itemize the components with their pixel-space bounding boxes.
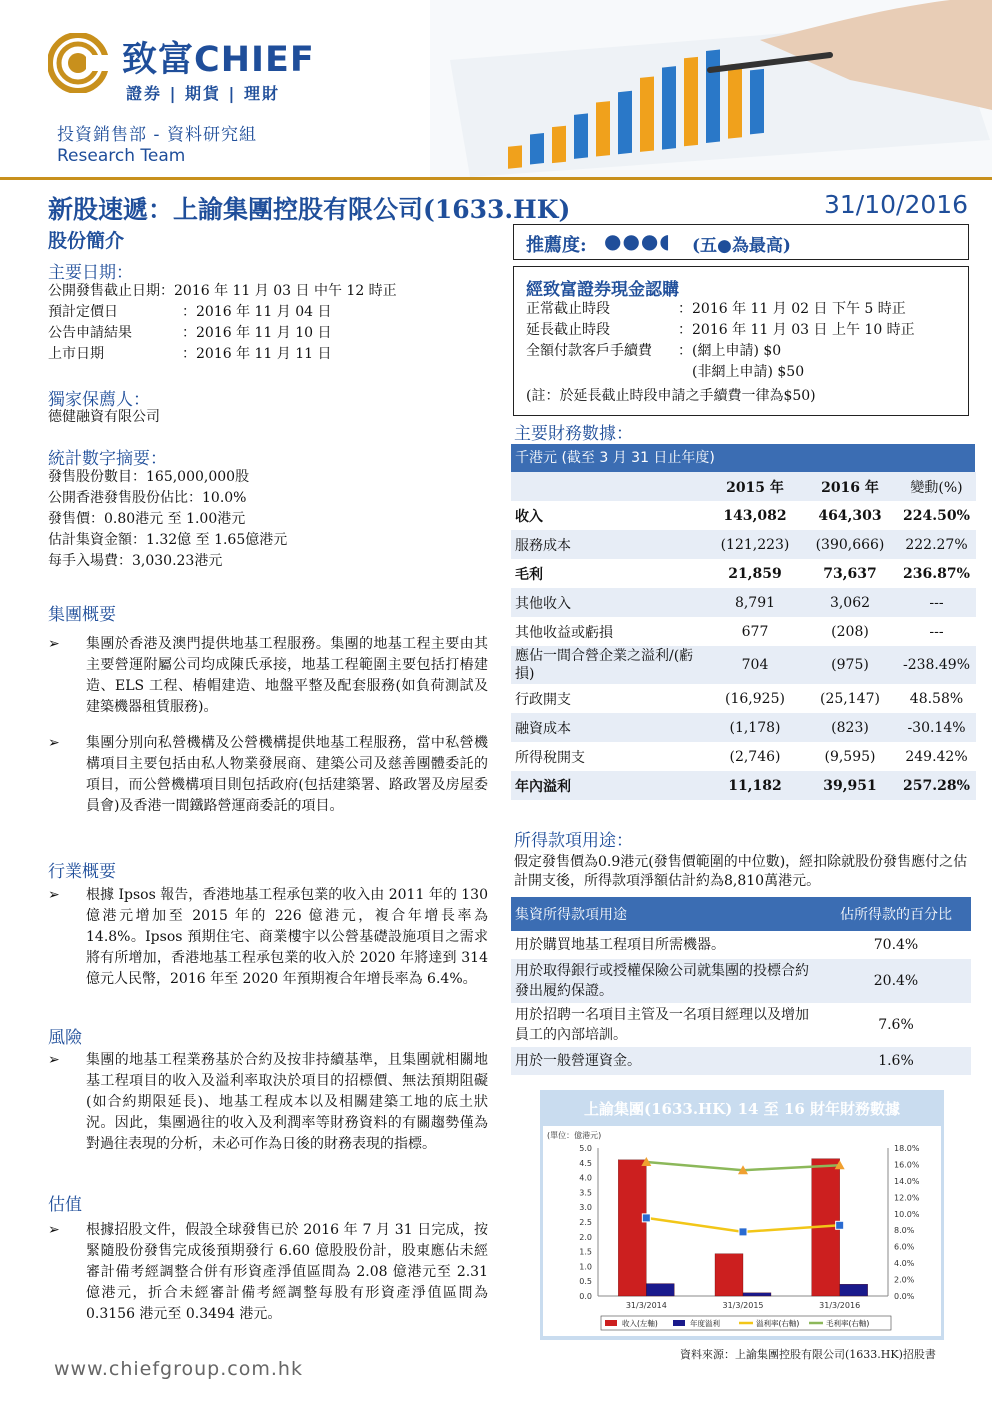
financials-cell-y2016: (25,147) (803, 684, 897, 713)
financials-cell-chg: --- (897, 617, 976, 646)
financials-cell-y2015: (121,223) (707, 530, 803, 559)
arrow-bullet-icon: ➢ (48, 887, 60, 903)
financials-cell-chg: 224.50% (897, 501, 976, 530)
financials-cell-y2016: 73,637 (803, 559, 897, 588)
valuation-heading: 估值 (48, 1195, 82, 1215)
date-row: 預計定價日 ：2016 年 11 月 04 日 (48, 304, 332, 320)
rating-dots (604, 229, 671, 253)
full-dot-icon: ● (604, 229, 623, 253)
risk-heading: 風險 (48, 1028, 82, 1048)
footer-url[interactable]: www.chiefgroup.com.hk (54, 1358, 303, 1380)
arrow-bullet-icon: ➢ (48, 1222, 60, 1238)
financials-cell-item: 其他收益或虧損 (511, 617, 707, 646)
chart-point-net-margin (642, 1214, 650, 1222)
chart-right-tick-label: 6.0% (894, 1242, 915, 1252)
sponsor-heading: 獨家保薦人： (48, 390, 150, 410)
stat-row: 每手入場費：3,030.23港元 (48, 553, 223, 569)
financials-cell-chg: 257.28% (897, 771, 976, 800)
dates-heading: 主要日期： (48, 263, 133, 283)
arrow-bullet-icon: ➢ (48, 636, 60, 652)
recommend-note: (五●為最高) (692, 236, 791, 256)
financials-cell-y2015: (16,925) (707, 684, 803, 713)
chart-right-tick-label: 4.0% (894, 1259, 915, 1269)
date-row: 公告申請結果 ：2016 年 11 月 10 日 (48, 325, 332, 341)
chart-left-tick-label: 0.0 (579, 1292, 592, 1301)
chart-right-tick-label: 16.0% (894, 1160, 920, 1170)
financials-banner: 千港元 (截至 3 月 31 日止年度) (511, 444, 975, 472)
financials-cell-y2015: 8,791 (707, 588, 803, 617)
chart-left-tick-label: 0.5 (579, 1277, 592, 1287)
chart-x-tick-label: 31/3/2016 (819, 1301, 861, 1310)
stat-row: 發售價：0.80港元 至 1.00港元 (48, 511, 246, 527)
recommend-box (513, 224, 969, 260)
financials-cell-chg: 236.87% (897, 559, 976, 588)
proceeds-intro: 假定發售價為0.9港元(發售價範圍的中位數)，經扣除就股份發售應付之估計開支後，所得款項淨額估計約為8,810萬港元。 (514, 854, 968, 889)
financials-cell-y2016: 464,303 (803, 501, 897, 530)
chart-legend-label: 收入(左軸) (622, 1319, 658, 1328)
chart-source: 資料來源：上諭集團控股有限公司(1633.HK)招股書 (680, 1348, 936, 1361)
stat-row: 公開香港發售股份佔比：10.0% (48, 490, 247, 506)
full-dot-icon: ● (640, 229, 660, 253)
chief-logo-icon (48, 33, 108, 93)
proceeds-row (511, 959, 971, 1003)
financials-cell-y2015: 21,859 (707, 559, 803, 588)
proceeds-use-cell: 用於購買地基工程項目所需機器。 (511, 931, 821, 959)
stat-row: 發售股份數目：165,000,000股 (48, 469, 250, 485)
half-dot-icon: ◖ (659, 229, 671, 253)
subscription-row: (非網上申請) $50 (692, 364, 805, 380)
chart-legend-label: 毛利率(右軸) (826, 1319, 870, 1328)
financials-cell-y2015: 704 (707, 646, 803, 684)
industry-heading: 行業概要 (48, 862, 116, 882)
proceeds-header-row: 集資所得款項用途 佔所得款的百分比 (511, 897, 971, 931)
financials-cell-chg: -238.49% (897, 646, 976, 684)
chart-bar-revenue (715, 1254, 743, 1296)
chart-x-tick-label: 31/3/2014 (625, 1301, 667, 1310)
page-title: 新股速遞：上諭集團控股有限公司(1633.HK) (48, 195, 571, 224)
stats-heading: 統計數字摘要： (48, 449, 167, 469)
financials-cell-y2016: (9,595) (803, 742, 897, 771)
header-chart-image (430, 0, 992, 177)
financials-cell-y2016: (390,666) (803, 530, 897, 559)
financials-row (511, 617, 976, 646)
brand-name (122, 32, 315, 82)
industry-bullet: ➢ 根據 Ipsos 報告，香港地基工程承包業的收入由 2011 年的 130 億港元增加至 2015 年的 226 億港元，複合年增長率為 14.8%。Ipsos 預期住宅、商業樓宇以公營基礎設施項目之需求將有所增加，香港地基工程承包業的收入於 2020 年將達到 314 億元人民幣，2016 年至 2020 年預期複合年增長率為 6.4%。 (48, 887, 488, 987)
financials-cell-item: 所得稅開支 (511, 742, 707, 771)
subscription-rows (526, 300, 966, 384)
arrow-bullet-icon: ➢ (48, 735, 60, 751)
chart-right-tick-label: 12.0% (894, 1193, 920, 1203)
subscription-heading: 經致富證券現金認購 (526, 280, 679, 300)
proceeds-pct-cell: 70.4% (821, 931, 971, 959)
chart-right-tick-label: 8.0% (894, 1226, 915, 1236)
chart-left-tick-label: 4.5 (579, 1158, 592, 1168)
subscription-row: 全額付款客戶手續費 ：(網上申請) $0 (526, 343, 782, 359)
chart-left-tick-label: 2.5 (579, 1218, 592, 1227)
dept-label: 投資銷售部 - 資料研究組 (57, 125, 257, 145)
financials-cell-item: 收入 (511, 501, 707, 530)
financials-row (511, 559, 976, 588)
financials-row (511, 742, 976, 771)
risk-bullet: ➢ 集團的地基工程業務基於合約及按非持續基準，且集團就相關地基工程項目的收入及溢利率取決於項目的招標價、無法預期阻礙(如合約期限延長)、地基工程成本以及相關建築工地的底土狀況。因此，集團過往的收入及利潤率等財務資料的有關趨勢僅為對過往表現的分析，未必可作為日後的財務表現的指標。 (48, 1052, 488, 1152)
subscription-row: 正常截止時段 ：2016 年 11 月 02 日 下午 5 時正 (526, 301, 906, 317)
financials-cell-y2015: 677 (707, 617, 803, 646)
chart-bar-profit (840, 1284, 868, 1296)
financials-heading: 主要財務數據： (514, 424, 633, 444)
subscription-row: 延長截止時段 ：2016 年 11 月 03 日 上午 10 時正 (526, 322, 915, 338)
proceeds-use-cell: 用於招聘一名項目主管及一名項目經理以及增加員工的內部培訓。 (511, 1003, 821, 1047)
financials-row (511, 588, 976, 617)
chart-bar-profit (743, 1293, 771, 1296)
chart-left-tick-label: 1.0 (579, 1262, 592, 1272)
financials-cell-y2016: 39,951 (803, 771, 897, 800)
financials-row (511, 713, 976, 742)
proceeds-row (511, 1003, 971, 1047)
dates-list (48, 282, 488, 366)
financials-row (511, 771, 976, 800)
financials-cell-chg: --- (897, 588, 976, 617)
chart-left-tick-label: 2.0 (579, 1232, 592, 1242)
chart-point-net-margin (836, 1221, 844, 1229)
chart-left-tick-label: 3.0 (579, 1203, 592, 1213)
financials-row (511, 530, 976, 559)
financials-row (511, 501, 976, 530)
financials-cell-y2016: 3,062 (803, 588, 897, 617)
financials-cell-item: 毛利 (511, 559, 707, 588)
financials-cell-y2016: (208) (803, 617, 897, 646)
financials-cell-chg: -30.14% (897, 713, 976, 742)
financials-cell-y2016: (823) (803, 713, 897, 742)
chart-panel (540, 1090, 944, 1340)
financials-cell-chg: 222.27% (897, 530, 976, 559)
group-bullet: ➢ 集團於香港及澳門提供地基工程服務。集團的地基工程主要由其主要營運附屬公司均成陳氏承接，地基工程範圍主要包括打樁建造、ELS 工程、樁帽建造、地盤平整及配套服務(如負荷測試及建築機器租賃服務)。 (48, 636, 488, 715)
financials-cell-y2015: (2,746) (707, 742, 803, 771)
financials-table (511, 472, 976, 800)
proceeds-use-cell: 用於取得銀行或授權保險公司就集團的投標合約發出履約保證。 (511, 959, 821, 1003)
sponsor-name: 德健融資有限公司 (48, 409, 160, 425)
financials-cell-y2015: (1,178) (707, 713, 803, 742)
arrow-bullet-icon: ➢ (48, 1052, 60, 1068)
group-bullet: ➢ 集團分別向私營機構及公營機構提供地基工程服務，當中私營機構項目主要包括由私人物業發展商、建築公司及慈善團體委託的項目，而公營機構項目則包括政府(包括建築署、路政署及房屋委員會)及香港一間鐵路營運商委託的項目。 (48, 735, 488, 814)
team-label: Research Team (57, 146, 186, 166)
proceeds-pct-cell: 20.4% (821, 959, 971, 1003)
subscription-box (513, 266, 969, 416)
financial-chart (543, 1126, 941, 1336)
financials-row (511, 684, 976, 713)
financials-cell-item: 服務成本 (511, 530, 707, 559)
financials-cell-item: 年內溢利 (511, 771, 707, 800)
proceeds-pct-cell: 1.6% (821, 1047, 971, 1075)
chart-left-tick-label: 5.0 (579, 1144, 592, 1153)
stats-list (48, 468, 488, 573)
chart-right-tick-label: 14.0% (894, 1176, 920, 1186)
report-date: 31/10/2016 (824, 190, 969, 219)
chart-right-tick-label: 18.0% (894, 1144, 920, 1153)
chart-left-tick-label: 1.5 (579, 1247, 592, 1257)
header-divider (0, 177, 992, 180)
financials-cell-chg: 48.58% (897, 684, 976, 713)
brand-en: CHIEF (194, 40, 315, 80)
stat-row: 估計集資金額：1.32億 至 1.65億港元 (48, 532, 288, 548)
chart-legend-swatch (673, 1320, 685, 1326)
proceeds-row (511, 1047, 971, 1075)
chart-right-tick-label: 0.0% (894, 1292, 915, 1301)
chart-right-tick-label: 10.0% (894, 1209, 920, 1219)
financials-row (511, 646, 976, 684)
chart-unit-label: (單位：億港元) (547, 1131, 602, 1140)
financials-cell-item: 行政開支 (511, 684, 707, 713)
proceeds-pct-cell: 7.6% (821, 1003, 971, 1047)
proceeds-use-cell: 用於一般營運資金。 (511, 1047, 821, 1075)
financials-header-row: 2015 年 2016 年 變動(%) (511, 472, 976, 501)
chart-title: 上諭集團(1633.HK) 14 至 16 財年財務數據 (583, 1100, 900, 1118)
brand-sub: 證券 | 期貨 | 理財 (126, 84, 280, 103)
proceeds-heading: 所得款項用途： (514, 831, 633, 851)
profile-heading: 股份簡介 (48, 230, 125, 252)
chart-left-tick-label: 3.5 (579, 1188, 592, 1198)
date-row: 公開發售截止日期： 2016 年 11 月 03 日 中午 12 時正 (48, 283, 397, 299)
financials-cell-item: 融資成本 (511, 713, 707, 742)
chart-bar-profit (646, 1284, 674, 1296)
proceeds-row (511, 931, 971, 959)
chart-legend-label: 年度溢利 (690, 1319, 720, 1328)
chart-bar-revenue (618, 1160, 646, 1296)
financials-cell-item: 應佔一間合營企業之溢利/(虧損) (511, 646, 707, 684)
financials-cell-chg: 249.42% (897, 742, 976, 771)
header (0, 0, 992, 177)
group-heading: 集團概要 (48, 605, 116, 625)
brand-cn: 致富 (122, 40, 195, 80)
chart-legend-swatch (605, 1320, 617, 1326)
financials-cell-item: 其他收入 (511, 588, 707, 617)
valuation-bullet: ➢ 根據招股文件，假設全球發售已於 2016 年 7 月 31 日完成，按緊隨股份發售完成後預期發行 6.60 億股股份計，股東應佔未經審計備考經調整合併有形資產淨值區間為 2.08 億港元至 2.31 億港元，折合未經審計備考經調整每股有形資產淨值區間為 0.3156 港元至 0.3494 港元。 (48, 1222, 488, 1322)
recommend-label: 推薦度: (526, 235, 587, 256)
subscription-note: (註：於延長截止時段申請之手續費一律為$50) (526, 388, 816, 404)
chart-legend-label: 溢利率(右軸) (756, 1319, 800, 1328)
financials-cell-y2015: 11,182 (707, 771, 803, 800)
chart-left-tick-label: 4.0 (579, 1173, 592, 1183)
financials-cell-y2016: (975) (803, 646, 897, 684)
financials-cell-y2015: 143,082 (707, 501, 803, 530)
chart-right-tick-label: 2.0% (894, 1275, 915, 1285)
chart-x-tick-label: 31/3/2015 (722, 1301, 764, 1310)
proceeds-table (511, 897, 971, 1075)
chart-point-net-margin (739, 1228, 747, 1236)
full-dot-icon: ● (622, 229, 641, 253)
date-row: 上市日期 ：2016 年 11 月 11 日 (48, 346, 332, 362)
